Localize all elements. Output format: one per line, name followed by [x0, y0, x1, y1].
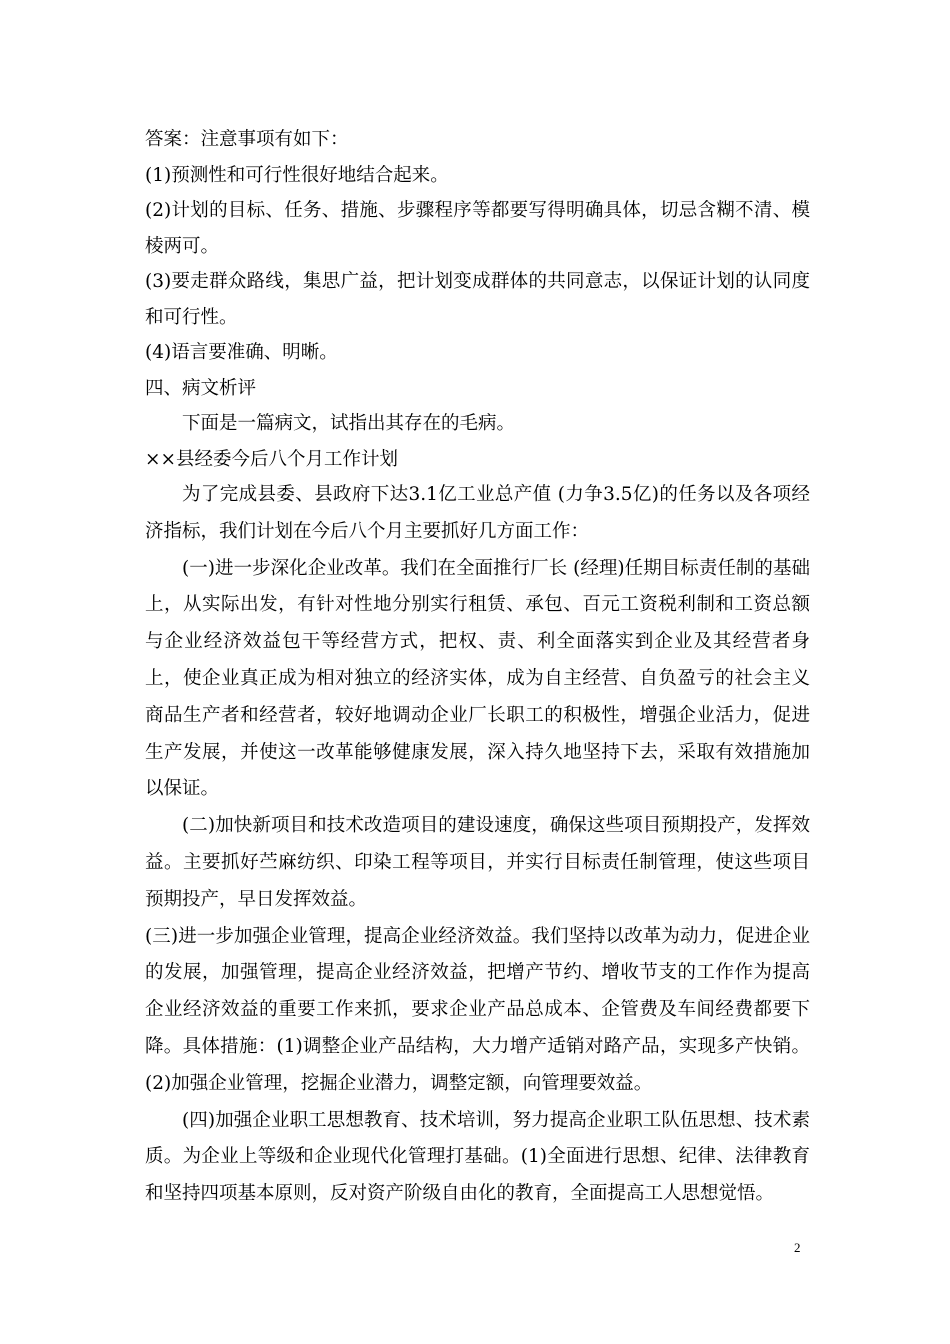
page-number: 2 [794, 1240, 801, 1255]
section-heading: 四、病文析评 [145, 377, 257, 399]
answer-point-4: (4)语言要准确、明晰。 [145, 342, 338, 363]
sample-item-1: (一)进一步深化企业改革。我们在全面推行厂长 (经理)任期目标责任制的基础上，从实际出发，有针对性地分别实行租赁、承包、百元工资税利制和工资总额与企业经济效益包干等经营方式，把权、责、利全面落实到企业及其经营者身上，使企业真正成为相对独立的经济实体，成为自主经营、自负盈亏的社会主义商品生产者和经营者，较好地调动企业厂长职工的积极性，增强企业活力，促进生产发展，并使这一改革能够健康发展，深入持久地坚持下去，采取有效措施加以保证。 [145, 557, 810, 800]
sample-intro-paragraph: 为了完成县委、县政府下达3.1亿工业总产值 (力争3.5亿)的任务以及各项经济指标，我们计划在今后八个月主要抓好几方面工作： [145, 484, 810, 542]
answer-point-3: (3)要走群众路线，集思广益，把计划变成群体的共同意志，以保证计划的认同度和可行性。 [145, 271, 810, 328]
sample-item-2: (二)加快新项目和技术改造项目的建设速度，确保这些项目预期投产，发挥效益。主要抓好苎麻纺织、印染工程等项目，并实行目标责任制管理，使这些项目预期投产，早日发挥效益。 [145, 815, 810, 910]
exercise-instruction: 下面是一篇病文，试指出其存在的毛病。 [182, 413, 516, 434]
sample-document-title: ××县经委今后八个月工作计划 [145, 448, 399, 470]
answer-point-1: (1)预测性和可行性很好地结合起来。 [145, 164, 449, 186]
sample-item-3: (三)进一步加强企业管理，提高企业经济效益。我们坚持以改革为动力，促进企业的发展，加强管理，提高企业经济效益，把增产节约、增收节支的工作作为提高企业经济效益的重要工作来抓，要求企业产品总成本、企管费及车间经费都要下降。具体措施：(1)调整企业产品结构，大力增产适销对路产品，实现多产快销。(2)加强企业管理，挖掘企业潜力，调整定额，向管理要效益。 [145, 925, 810, 1094]
document-body [145, 122, 810, 1213]
answer-point-2: (2)计划的目标、任务、措施、步骤程序等都要写得明确具体，切忌含糊不清、模棱两可。 [145, 200, 810, 257]
sample-item-4: (四)加强企业职工思想教育、技术培训，努力提高企业职工队伍思想、技术素质。为企业上等级和企业现代化管理打基础。(1)全面进行思想、纪律、法律教育和坚持四项基本原则，反对资产阶级自由化的教育，全面提高工人思想觉悟。 [145, 1109, 810, 1205]
answer-heading: 答案：注意事项有如下： [145, 129, 349, 150]
